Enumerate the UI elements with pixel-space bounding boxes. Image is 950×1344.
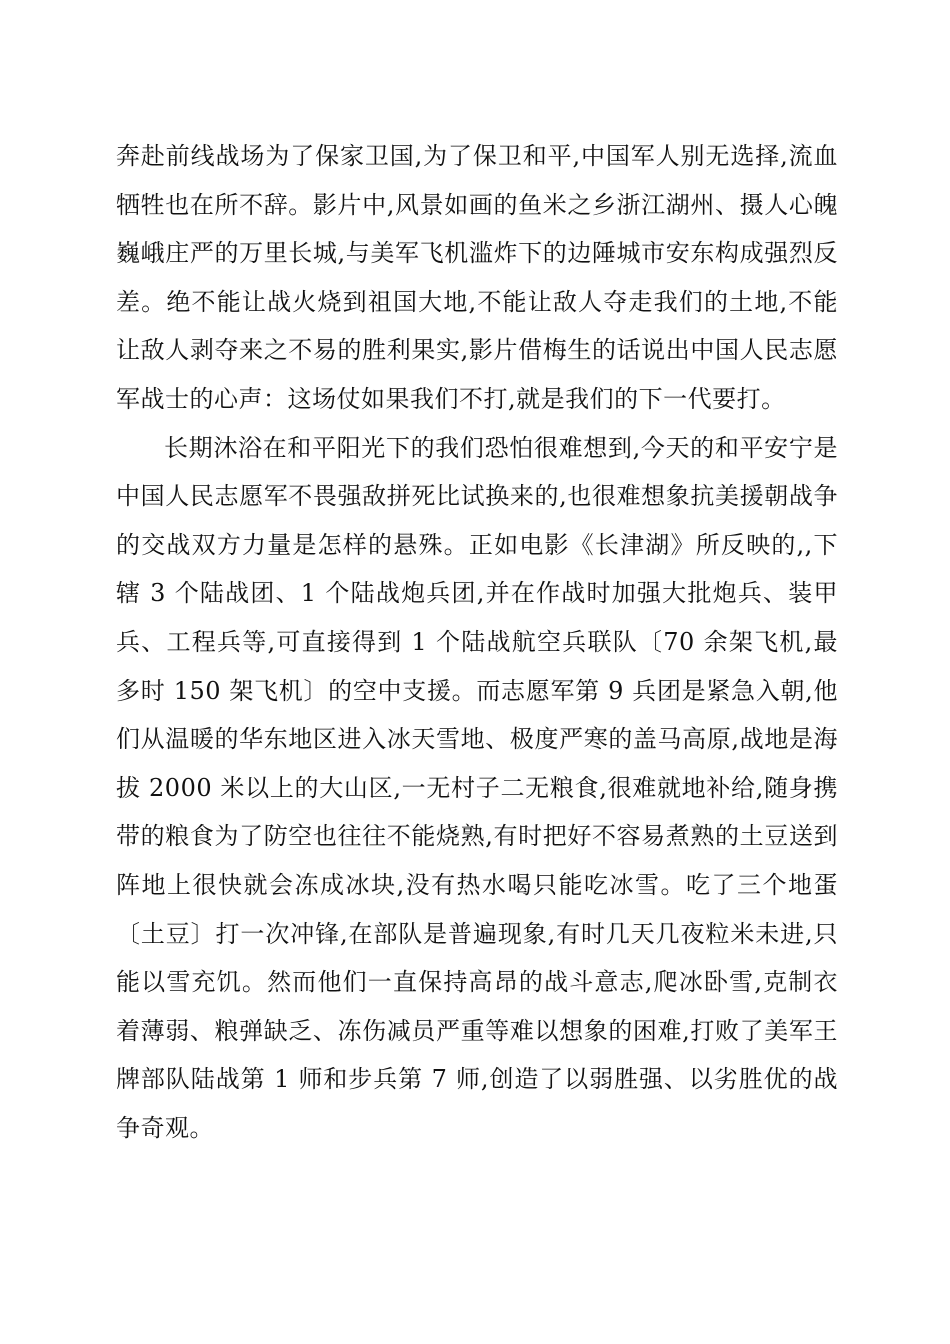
paragraph-2: 长期沐浴在和平阳光下的我们恐怕很难想到,今天的和平安宁是中国人民志愿军不畏强敌拼死比试换来的,也很难想象抗美援朝战争的交战双方力量是怎样的悬殊。正如电影《长津湖》所反映的,,下辖 3 个陆战团、1 个陆战炮兵团,并在作战时加强大批炮兵、装甲兵、工程兵等,可直接得到 1 个陆战航空兵联队〔70 余架飞机,最多时 150 架飞机〕的空中支援。而志愿军第 9 兵团是紧急入朝,他们从温暖的华东地区进入冰天雪地、极度严寒的盖马高原,战地是海拔 2000 米以上的大山区,一无村子二无粮食,很难就地补给,随身携带的粮食为了防空也往往不能烧熟,有时把好不容易煮熟的土豆送到阵地上很快就会冻成冰块,没有热水喝只能吃冰雪。吃了三个地蛋〔土豆〕打一次冲锋,在部队是普遍现象,有时几天几夜粒米未进,只能以雪充饥。然而他们一直保持高昂的战斗意志,爬冰卧雪,克制衣着薄弱、粮弹缺乏、冻伤减员严重等难以想象的困难,打败了美军王牌部队陆战第 1 师和步兵第 7 师,创造了以弱胜强、以劣胜优的战争奇观。 <box>116 433 838 1142</box>
document-body <box>116 132 838 1152</box>
paragraph-1: 奔赴前线战场为了保家卫国,为了保卫和平,中国军人别无选择,流血牺牲也在所不辞。影片中,风景如画的鱼米之乡浙江湖州、摄人心魄巍峨庄严的万里长城,与美军飞机滥炸下的边陲城市安东构成强烈反差。绝不能让战火烧到祖国大地,不能让敌人夺走我们的土地,不能让敌人剥夺来之不易的胜利果实,影片借梅生的话说出中国人民志愿军战士的心声：这场仗如果我们不打,就是我们的下一代要打。 <box>116 142 838 413</box>
